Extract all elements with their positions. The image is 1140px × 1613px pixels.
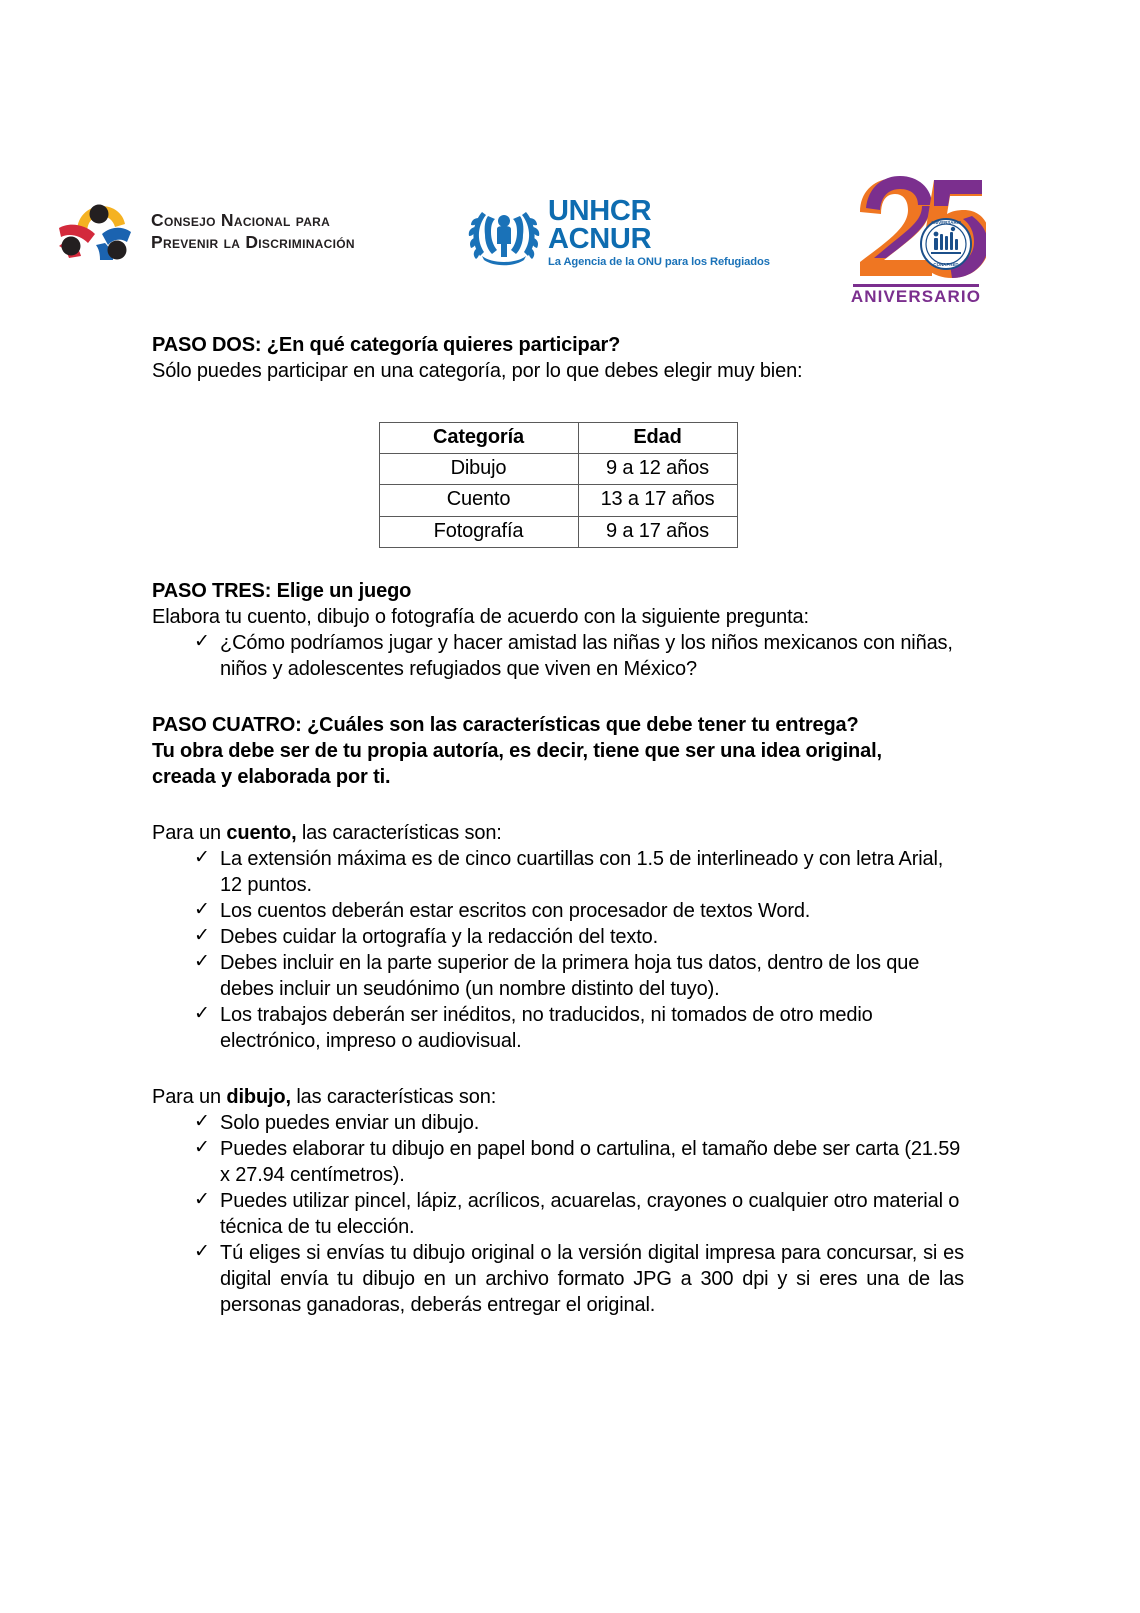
list-item-text: La extensión máxima es de cinco cuartillas con 1.5 de interlineado y con letra Arial, 12 puntos. — [220, 847, 944, 896]
unhcr-wordmark — [548, 195, 770, 269]
checkmark-icon: ✓ — [194, 1110, 210, 1132]
list-item — [152, 1136, 964, 1188]
svg-text:CONAPRED: CONAPRED — [933, 262, 959, 267]
checkmark-icon: ✓ — [194, 630, 210, 652]
anniversary-seal-icon — [846, 172, 986, 284]
dibujo-bullet-list — [152, 1110, 964, 1318]
checkmark-icon: ✓ — [194, 846, 210, 868]
paso-cuatro-heading-line-3: creada y elaborada por ti. — [152, 765, 391, 788]
list-item-text: Debes cuidar la ortografía y la redacción del texto. — [220, 925, 659, 948]
list-item-text: Los trabajos deberán ser inéditos, no traducidos, ni tomados de otro medio electrónico, impreso o audiovisual. — [220, 1003, 873, 1052]
list-item-text: Puedes utilizar pincel, lápiz, acrílicos, acuarelas, crayones o cualquier otro material o técnica de tu elección. — [220, 1189, 960, 1238]
table-row — [379, 454, 737, 485]
dibujo-lead — [152, 1084, 964, 1110]
list-item-text: Puedes elaborar tu dibujo en papel bond o cartulina, el tamaño debe ser carta (21.59 x 27.94 centímetros). — [220, 1137, 961, 1186]
dibujo-lead-suffix: las características son: — [290, 1085, 497, 1108]
cuento-lead-bold: cuento, — [226, 821, 297, 844]
list-item — [152, 924, 964, 950]
svg-text:ANIVERSARIO: ANIVERSARIO — [930, 220, 962, 225]
paso-tres-bullet-list — [152, 630, 964, 682]
category-table — [379, 422, 738, 548]
conapred-line-2: Prevenir la Discriminación — [151, 232, 355, 252]
checkmark-icon: ✓ — [194, 898, 210, 920]
aniversario-label: ANIVERSARIO — [850, 287, 982, 306]
table-row — [379, 485, 737, 516]
cuento-lead-suffix: las características son: — [296, 821, 502, 844]
table-cell-edad: 13 a 17 años — [578, 485, 737, 516]
paso-dos-heading: PASO DOS: ¿En qué categoría quieres participar? — [152, 334, 621, 356]
checkmark-icon: ✓ — [194, 924, 210, 946]
list-item — [152, 1188, 964, 1240]
conapred-logo — [55, 200, 355, 262]
table-row — [379, 516, 737, 547]
checkmark-icon: ✓ — [194, 950, 210, 972]
paso-tres-intro: Elabora tu cuento, dibujo o fotografía de acuerdo con la siguiente pregunta: — [152, 605, 809, 628]
list-item — [152, 950, 964, 1002]
list-item — [152, 846, 964, 898]
dibujo-lead-bold: dibujo, — [226, 1085, 291, 1108]
paso-dos-intro: Sólo puedes participar en una categoría, por lo que debes elegir muy bien: — [152, 360, 803, 382]
table-header-categoria: Categoría — [379, 423, 578, 454]
list-item-text: Debes incluir en la parte superior de la primera hoja tus datos, dentro de los que debes incluir un seudónimo (un nombre distinto del tuyo). — [220, 951, 920, 1000]
table-header-edad: Edad — [578, 423, 737, 454]
cuento-lead — [152, 820, 964, 846]
category-table-wrapper — [152, 422, 964, 548]
table-cell-edad: 9 a 17 años — [578, 516, 737, 547]
unhcr-emblem-icon — [466, 196, 542, 268]
list-item — [152, 1002, 964, 1054]
checkmark-icon: ✓ — [194, 1188, 210, 1210]
list-item-text: Tú eliges si envías tu dibujo original o la versión digital impresa para concursar, si es digital envía tu dibujo en un archivo formato JPG a 300 dpi y si eres una de las personas ganadoras, deberás entregar el original. — [220, 1241, 964, 1316]
unhcr-logo — [466, 196, 770, 268]
cuento-lead-prefix: Para un — [152, 821, 227, 844]
checkmark-icon: ✓ — [194, 1136, 210, 1158]
checkmark-icon: ✓ — [194, 1240, 210, 1262]
table-cell-categoria: Fotografía — [379, 516, 578, 547]
conapred-line-1: Consejo Nacional para — [151, 209, 331, 230]
list-item-text: ¿Cómo podríamos jugar y hacer amistad las niñas y los niños mexicanos con niñas, niños y adolescentes refugiados que viven en México? — [220, 631, 953, 680]
table-cell-categoria: Dibujo — [379, 454, 578, 485]
table-cell-categoria: Cuento — [379, 485, 578, 516]
dibujo-lead-prefix: Para un — [152, 1085, 227, 1108]
aniversario-logo — [846, 172, 986, 305]
header-logo-bar — [0, 160, 1140, 306]
list-item — [152, 1110, 964, 1136]
cuento-bullet-list — [152, 846, 964, 1054]
list-item — [152, 630, 964, 682]
list-item-text: Los cuentos deberán estar escritos con procesador de textos Word. — [220, 899, 811, 922]
list-item — [152, 1240, 964, 1318]
conapred-wordmark — [151, 209, 355, 254]
table-header-row — [379, 423, 737, 454]
unhcr-acronym-line-2: ACNUR — [548, 222, 652, 255]
paso-cuatro-heading-line-1: PASO CUATRO: ¿Cuáles son las características que debe tener tu entrega? — [152, 713, 859, 736]
checkmark-icon: ✓ — [194, 1002, 210, 1024]
list-item — [152, 898, 964, 924]
unhcr-acronym-line-1: UNHCR — [548, 195, 652, 227]
unhcr-tagline: La Agencia de la ONU para los Refugiados — [548, 256, 770, 269]
document-body — [152, 332, 964, 1318]
list-item-text: Solo puedes enviar un dibujo. — [220, 1111, 480, 1134]
three-figures-icon — [55, 200, 141, 262]
paso-tres-heading: PASO TRES: Elige un juego — [152, 579, 412, 602]
table-cell-edad: 9 a 12 años — [578, 454, 737, 485]
paso-cuatro-heading-line-2: Tu obra debe ser de tu propia autoría, es decir, tiene que ser una idea original, — [152, 739, 882, 762]
